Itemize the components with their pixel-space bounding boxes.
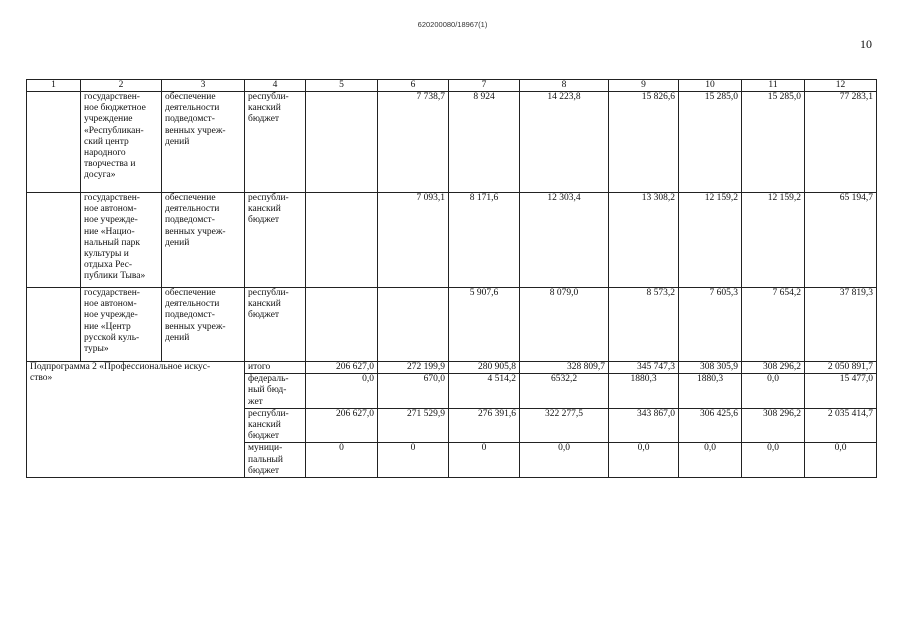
table-row: [27, 288, 877, 362]
funding-source-cell: республи- канский бюджет: [245, 193, 306, 288]
value-cell: 7 738,7: [378, 92, 449, 193]
value-cell: 15 285,0: [742, 92, 805, 193]
value-cell: 8 573,2: [609, 288, 679, 362]
purpose-cell: обеспечение деятельности подведомст- венных учреж- дений: [162, 193, 245, 288]
value-cell: 306 425,6: [679, 408, 742, 443]
value-cell: [378, 288, 449, 362]
funding-source-cell: федераль- ный бюд- жет: [245, 374, 306, 409]
value-cell: 328 809,7: [520, 362, 609, 374]
value-cell: 345 747,3: [609, 362, 679, 374]
value-cell: 8 924: [449, 92, 520, 193]
value-cell: 206 627,0: [306, 408, 378, 443]
document-id: 620200080/18967(1): [417, 20, 488, 29]
value-cell: 280 905,8: [449, 362, 520, 374]
value-cell: 12 159,2: [742, 193, 805, 288]
column-header: 1: [27, 80, 81, 92]
column-header: 6: [378, 80, 449, 92]
value-cell: [306, 288, 378, 362]
value-cell: 670,0: [378, 374, 449, 409]
value-cell: 8 171,6: [449, 193, 520, 288]
value-cell: 0: [378, 443, 449, 478]
value-cell: 65 194,7: [805, 193, 877, 288]
value-cell: 0,0: [679, 443, 742, 478]
institution-cell: государствен- ное бюджетное учреждение «Республикан- ский центр народного творчества и досуга»: [81, 92, 162, 193]
value-cell: 2 035 414,7: [805, 408, 877, 443]
page-number: 10: [860, 37, 872, 51]
header-row: [27, 80, 877, 92]
value-cell: 7 093,1: [378, 193, 449, 288]
value-cell: 0,0: [609, 443, 679, 478]
value-cell: 4 514,2: [449, 374, 520, 409]
funding-source-cell: республи- канский бюджет: [245, 288, 306, 362]
value-cell: 12 303,4: [520, 193, 609, 288]
value-cell: 206 627,0: [306, 362, 378, 374]
value-cell: 343 867,0: [609, 408, 679, 443]
value-cell: 14 223,8: [520, 92, 609, 193]
purpose-cell: обеспечение деятельности подведомст- венных учреж- дений: [162, 92, 245, 193]
column-header: 7: [449, 80, 520, 92]
value-cell: [306, 193, 378, 288]
value-cell: 276 391,6: [449, 408, 520, 443]
table-row: [27, 92, 877, 193]
empty-cell: [27, 288, 81, 362]
value-cell: 15 826,6: [609, 92, 679, 193]
institution-cell: государствен- ное автоном- ное учрежде- ние «Центр русской куль- туры»: [81, 288, 162, 362]
value-cell: 271 529,9: [378, 408, 449, 443]
value-cell: [306, 92, 378, 193]
subprogram-title: Подпрограмма 2 «Профессиональное искус- ство»: [27, 362, 245, 478]
value-cell: 8 079,0: [520, 288, 609, 362]
value-cell: 6532,2: [520, 374, 609, 409]
value-cell: 12 159,2: [679, 193, 742, 288]
value-cell: 308 296,2: [742, 362, 805, 374]
subprogram-total-row: [27, 362, 877, 374]
value-cell: 322 277,5: [520, 408, 609, 443]
column-header: 10: [679, 80, 742, 92]
table-row: [27, 193, 877, 288]
empty-cell: [27, 92, 81, 193]
value-cell: 308 296,2: [742, 408, 805, 443]
value-cell: 1880,3: [679, 374, 742, 409]
value-cell: 0,0: [742, 443, 805, 478]
value-cell: 272 199,9: [378, 362, 449, 374]
column-header: 5: [306, 80, 378, 92]
value-cell: 2 050 891,7: [805, 362, 877, 374]
value-cell: 5 907,6: [449, 288, 520, 362]
funding-source-cell: республи- канский бюджет: [245, 408, 306, 443]
value-cell: 0: [306, 443, 378, 478]
column-header: 4: [245, 80, 306, 92]
value-cell: 7 654,2: [742, 288, 805, 362]
column-header: 9: [609, 80, 679, 92]
column-header: 8: [520, 80, 609, 92]
funding-source-cell: республи- канский бюджет: [245, 92, 306, 193]
column-header: 11: [742, 80, 805, 92]
institution-cell: государствен- ное автоном- ное учрежде- ние «Нацио- нальный парк культуры и отдыха Рес- публики Тыва»: [81, 193, 162, 288]
column-header: 2: [81, 80, 162, 92]
value-cell: 0,0: [805, 443, 877, 478]
value-cell: 15 285,0: [679, 92, 742, 193]
value-cell: 15 477,0: [805, 374, 877, 409]
column-header: 12: [805, 80, 877, 92]
purpose-cell: обеспечение деятельности подведомст- венных учреж- дений: [162, 288, 245, 362]
value-cell: 0,0: [520, 443, 609, 478]
value-cell: 7 605,3: [679, 288, 742, 362]
empty-cell: [27, 193, 81, 288]
funding-source-cell: итого: [245, 362, 306, 374]
value-cell: 1880,3: [609, 374, 679, 409]
value-cell: 308 305,9: [679, 362, 742, 374]
value-cell: 0,0: [306, 374, 378, 409]
value-cell: 0: [449, 443, 520, 478]
funding-source-cell: муници- пальный бюджет: [245, 443, 306, 478]
value-cell: 77 283,1: [805, 92, 877, 193]
value-cell: 0,0: [742, 374, 805, 409]
value-cell: 13 308,2: [609, 193, 679, 288]
value-cell: 37 819,3: [805, 288, 877, 362]
budget-table: [26, 79, 877, 478]
column-header: 3: [162, 80, 245, 92]
